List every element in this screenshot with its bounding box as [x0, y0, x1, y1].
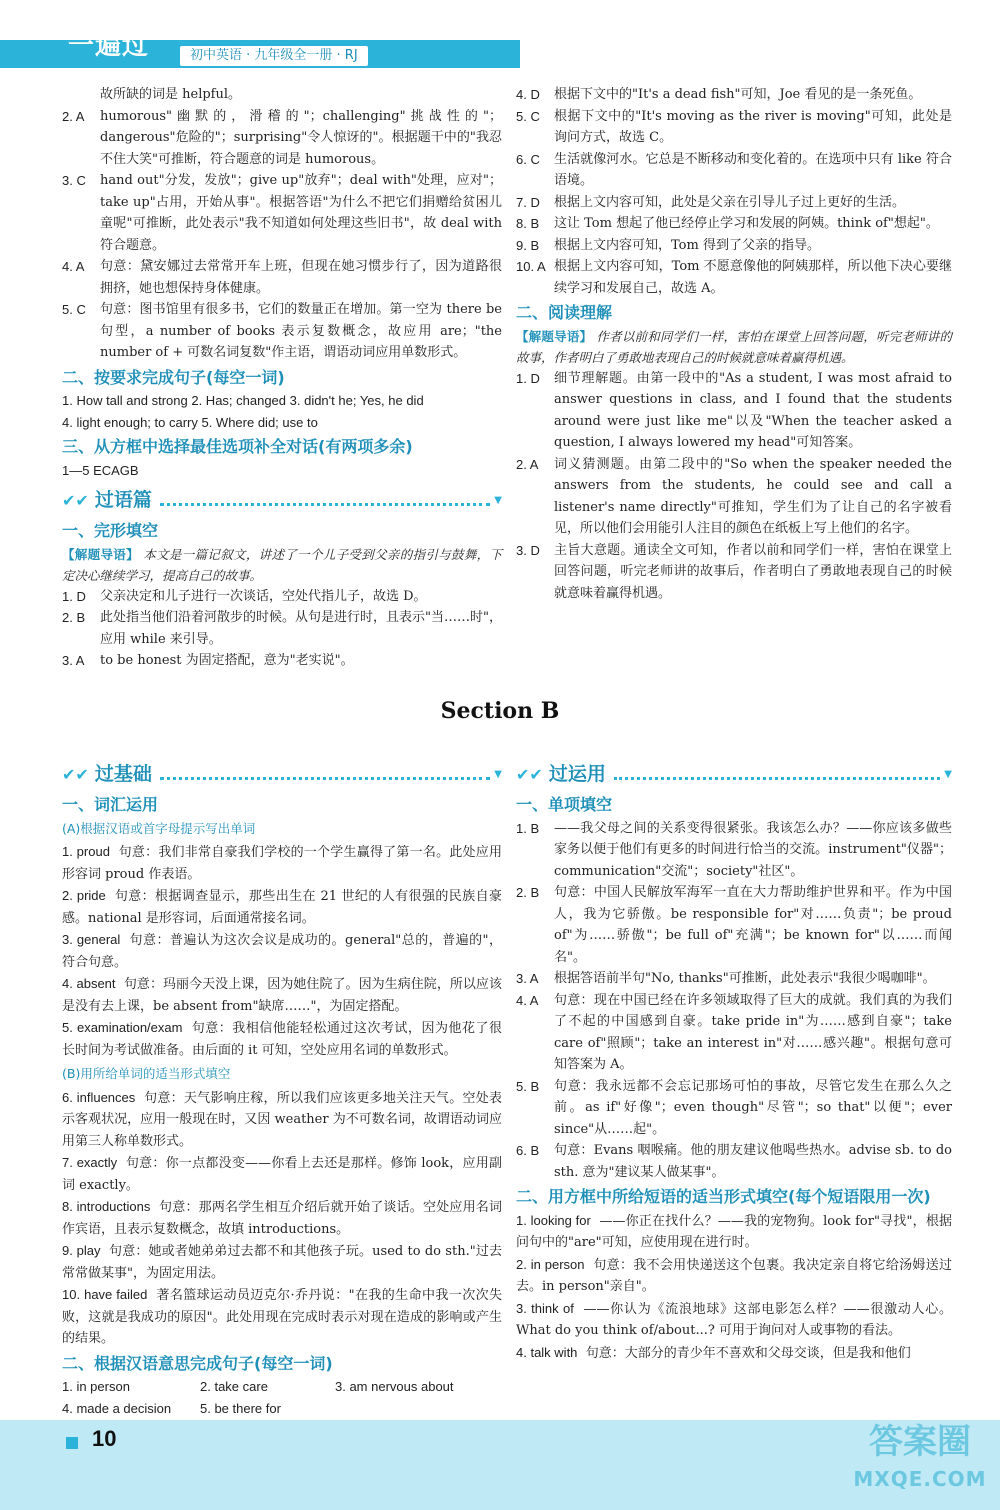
arrow-down-icon: ▼ — [494, 495, 502, 507]
answer-line: 1. How tall and strong 2. Has; changed 3. didn't he; Yes, he did — [62, 393, 424, 408]
answer-item — [516, 454, 952, 540]
watermark — [840, 1420, 1000, 1510]
answer-item — [516, 882, 952, 968]
answer-text: 根据上文内容可知，Tom 不愿意像他的阿姨那样，所以他下决心要继续学习和发展自己，故选 A。 — [554, 259, 952, 296]
answer-text: 句意：天气影响庄稼，所以我们应该更多地关注天气。空处表示客观状况，应用一般现在时，又因 weather 为不可数名词，故谓语动词应用第三人称单数形式。 — [62, 1090, 502, 1149]
band-title: 过语篇 — [94, 489, 152, 512]
answer-item — [516, 368, 952, 454]
guide-text: 本文是一篇记叙文，讲述了一个儿子受到父亲的指引与鼓舞，下定决心继续学习，提高自己的故事。 — [62, 546, 502, 583]
answer-phrase: 4. made a decision — [62, 1400, 172, 1416]
answer-word: 7. exactly — [62, 1155, 118, 1170]
section-heading: 二、根据汉语意思完成句子(每空一词) — [62, 1353, 333, 1373]
answer-text: 词义猜测题。由第二段中的"So when the speaker needed the answers from the students, he could see and call a listener's name directly"可推知，学生们为了让自己的名字被看见，所以他们会用能引人注目的颜色在纸板上写上他们的名字。 — [554, 456, 952, 536]
brand-logo: 一遍过 — [68, 31, 150, 61]
answer-item — [62, 1152, 502, 1196]
answer-item — [516, 818, 952, 883]
answer-number: 1. B — [516, 820, 540, 836]
page-header — [0, 0, 1000, 78]
answer-item — [62, 1087, 502, 1153]
answer-line: 4. light enough; to carry 5. Where did; use to — [62, 414, 318, 430]
answer-item — [516, 84, 952, 106]
answer-text: 句意：你一点都没变——你看上去还是那样。修饰 look，应用副词 exactly。 — [62, 1156, 502, 1193]
watermark-url: MXQE.COM — [853, 1467, 987, 1491]
answer-text: ——你认为《流浪地球》这部电影怎么样？——很激动人心。What do you think of/about...? 可用于询问对人或事物的看法。 — [516, 1301, 952, 1338]
answer-text: to be honest 为固定搭配，意为"老实说"。 — [100, 653, 354, 668]
answer-item — [516, 235, 952, 257]
answer-number: 2. B — [516, 885, 540, 900]
right-top-column — [516, 84, 952, 604]
section-heading: 二、阅读理解 — [516, 303, 613, 322]
answer-text: 句意：中国人民解放军海军一直在大力帮助维护世界和平。作为中国人，我为它骄傲。be responsible for"对……负责"；be proud of"为……骄傲"；be full of"充满"；be known for"以……而闻名"。 — [554, 885, 952, 965]
answer-text: 句意：现在中国已经在许多领域取得了巨大的成就。我们真的为我们了不起的中国感到自豪。take pride in"为……感到自豪"；take care of"照顾"；take an interest in"对……感兴趣"。根据句意可知答案为 A。 — [554, 992, 952, 1072]
answer-number: 9. B — [516, 237, 540, 253]
answer-line: 1—5 ECAGB — [62, 462, 139, 478]
answer-number: 3. A — [516, 971, 539, 986]
dotted-divider — [160, 770, 490, 780]
check-icon: ✔✔ — [62, 765, 89, 785]
answer-text: 句意：我们非常自豪我们学校的一个学生赢得了第一名。此处应用形容词 proud 作表语。 — [62, 845, 502, 882]
answer-text: 根据上文内容可知，此处是父亲在引导儿子过上更好的生活。 — [554, 194, 906, 210]
answer-item — [62, 1284, 502, 1350]
answer-text: 句意：我相信他能轻松通过这次考试，因为他花了很长时间为考试做准备。由后面的 it 可知，空处应用名词的单数形式。 — [62, 1021, 502, 1058]
guide-paragraph — [516, 326, 952, 368]
answer-phrase: 3. am nervous about — [335, 1379, 454, 1394]
answer-number: 2. B — [62, 610, 86, 625]
answer-text: 生活就像河水。它总是不断移动和变化着的。在选项中只有 like 符合语境。 — [554, 151, 952, 188]
answer-word: 8. introductions — [62, 1199, 151, 1214]
answer-item — [62, 1017, 502, 1061]
answer-item — [516, 1254, 952, 1298]
band-heading — [516, 759, 952, 791]
guide-text: 作者以前和同学们一样，害怕在课堂上回答问题，听完老师讲的故事，作者明白了勇敢地表现自己的时候就意味着赢得机遇。 — [516, 328, 952, 365]
book-tag: 初中英语 · 九年级全一册 · RJ — [178, 44, 370, 68]
guide-label: 【解题导语】 — [516, 328, 593, 344]
answer-number: 4. D — [516, 87, 540, 102]
answer-item — [516, 540, 952, 605]
answer-text: 句意：玛丽今天没上课，因为她住院了。因为生病住院，所以应该是没有去上课，be absent from"缺席……"，为固定搭配。 — [62, 977, 502, 1014]
answer-number: 10. A — [516, 259, 546, 274]
answer-item — [62, 256, 502, 299]
answer-number: 5. C — [62, 302, 86, 317]
answer-number: 3. A — [62, 653, 85, 668]
answer-text: 句意：大部分的青少年不喜欢和父母交谈，但是我和他们 — [585, 1345, 911, 1361]
answer-text: 句意：Evans 咽喉痛。他的朋友建议他喝些热水。advise sb. to do sth. 意为"建议某人做某事"。 — [554, 1143, 952, 1180]
answer-line — [62, 1398, 502, 1420]
answer-item — [62, 586, 502, 608]
left-bottom-column — [62, 755, 502, 1419]
answer-text: ——你正在找什么？——我的宠物狗。look for"寻找"，根据问句中的"are"可知，应使用现在进行时。 — [516, 1213, 952, 1250]
answer-phrase: 2. take care — [200, 1379, 268, 1394]
right-bottom-column — [516, 755, 952, 1364]
answer-item — [516, 256, 952, 299]
answer-number: 4. A — [516, 992, 539, 1008]
answer-text: 根据下文中的"It's moving as the river is moving"可知，此处是询问方式，故选 C。 — [554, 108, 952, 145]
check-icon: ✔✔ — [516, 765, 543, 785]
band-title: 过基础 — [94, 763, 152, 786]
answer-text: 主旨大意题。通读全文可知，作者以前和同学们一样，害怕在课堂上回答问题，听完老师讲的故事后，作者明白了勇敢地表现自己的时候就意味着赢得机遇。 — [554, 542, 952, 601]
section-heading: 三、从方框中选择最佳选项补全对话(有两项多余) — [62, 437, 413, 456]
answer-text: 句意：普遍认为这次会议是成功的。general"总的，普遍的"，符合句意。 — [62, 933, 502, 970]
answer-text: 根据答语前半句"No, thanks"可推断，此处表示"我很少喝咖啡"。 — [554, 971, 936, 986]
answer-text: 句意：她或者她弟弟过去都不和其他孩子玩。used to do sth."过去常常做某事"，为固定用法。 — [62, 1244, 502, 1281]
answer-text: 句意：黛安娜过去常常开车上班，但现在她习惯步行了，因为道路很拥挤，她也想保持身体健康。 — [100, 259, 502, 296]
watermark-text: 答案圈 — [869, 1422, 971, 1462]
answer-text: ——我父母之间的关系变得很紧张。我该怎么办？——你应该多做些家务以便于他们有更多的时间进行恰当的交流。instrument"仪器"；communication"交流"；society"社区"。 — [554, 820, 952, 879]
answer-text: 句意：我永远都不会忘记那场可怕的事故，尽管它发生在那么久之前。as if"好像"；even though"尽管"；so that"以便"；ever since"从……起"。 — [554, 1078, 952, 1137]
answer-number: 8. B — [516, 216, 540, 231]
answer-text: 根据上文内容可知，Tom 得到了父亲的指导。 — [554, 237, 820, 253]
answer-word: 4. talk with — [516, 1344, 578, 1360]
answer-item — [62, 885, 502, 929]
answer-item — [516, 213, 952, 235]
arrow-down-icon: ▼ — [494, 769, 502, 781]
answer-word: 3. think of — [516, 1300, 574, 1316]
answer-item — [516, 1342, 952, 1365]
answer-item — [62, 650, 502, 672]
sub-heading: (A)根据汉语或首字母提示写出单词 — [62, 820, 256, 836]
answer-number: 7. D — [516, 194, 540, 210]
band-title: 过运用 — [548, 763, 606, 786]
check-icon: ✔✔ — [62, 491, 89, 511]
answer-item — [62, 929, 502, 973]
answer-item — [516, 990, 952, 1076]
answer-text: 细节理解题。由第一段中的"As a student, I was most afraid to answer questions in class, and I found that the students around were just like me"以及"When the teacher asked a question, I always lowered my head"可知答案。 — [554, 370, 952, 450]
guide-paragraph — [62, 544, 502, 586]
answer-text: hand out"分发，发放"；give up"放弃"；deal with"处理，应对"；take up"占用，开始从事"。根据答语"为什么不把它们捐赠给贫困儿童呢"可推断，此处表示"我不知道如何处理这些旧书"，故 deal with 符合题意。 — [100, 173, 502, 253]
section-heading: 二、用方框中所给短语的适当形式填空(每个短语限用一次) — [516, 1187, 931, 1206]
answer-number: 5. C — [516, 108, 540, 124]
answer-item — [62, 170, 502, 256]
answer-item — [62, 973, 502, 1017]
answer-item — [62, 299, 502, 364]
answer-word: 9. play — [62, 1243, 101, 1258]
answer-number: 2. A — [516, 456, 539, 472]
answer-text: 句意：根据调查显示，那些出生在 21 世纪的人有很强的民族自豪感。national 是形容词，后面通常接名词。 — [62, 889, 502, 926]
answer-number: 5. B — [516, 1078, 540, 1094]
answer-number: 6. B — [516, 1143, 540, 1158]
answer-number: 1. D — [516, 370, 540, 386]
answer-phrase: 1. in person — [62, 1379, 130, 1394]
page-number: 10 — [92, 1426, 117, 1451]
answer-text: 此处指当他们沿着河散步的时候。从句是进行时，且表示"当……时"，应用 while 来引导。 — [100, 610, 502, 647]
answer-item — [516, 968, 952, 990]
answer-line — [62, 1376, 502, 1398]
answer-item — [516, 1140, 952, 1183]
answer-number: 6. C — [516, 151, 540, 167]
answer-text: 这让 Tom 想起了他已经停止学习和发展的阿姨。think of"想起"。 — [554, 216, 939, 231]
answer-text: 根据下文中的"It's a dead fish"可知，Joe 看见的是一条死鱼。 — [554, 87, 922, 102]
guide-label: 【解题导语】 — [62, 546, 139, 562]
answer-text: 句意：图书馆里有很多书，它们的数量正在增加。第一空为 there be 句型，a number of books 表示复数概念，故应用 are；"the number of + 可数名词复数"作主语，谓语动词应用单数形式。 — [100, 302, 502, 360]
answer-item — [516, 192, 952, 214]
answer-item — [516, 1298, 952, 1342]
answer-text: 句意：那两名学生相互介绍后就开始了谈话。空处应用名词作宾语，且表示复数概念，故填 introductions。 — [62, 1200, 502, 1237]
answer-item — [516, 1076, 952, 1141]
answer-number: 4. A — [62, 259, 85, 274]
answer-item — [62, 607, 502, 650]
answer-number: 2. A — [62, 108, 85, 124]
answer-word: 6. influences — [62, 1089, 136, 1105]
answer-word: 1. looking for — [516, 1212, 591, 1228]
answer-word: 1. proud — [62, 844, 110, 859]
dotted-divider — [160, 496, 490, 506]
answer-number: 3. D — [516, 542, 540, 558]
left-top-column — [62, 84, 502, 672]
page-marker-icon — [66, 1437, 78, 1449]
answer-text: 著名篮球运动员迈克尔·乔丹说："在我的生命中我一次次失败，这就是我成功的原因"。此处用现在完成时表示对现在造成的影响或产生的结果。 — [62, 1288, 502, 1346]
arrow-down-icon: ▼ — [944, 769, 952, 781]
answer-phrase: 5. be there for — [200, 1400, 281, 1416]
answer-text: humorous"幽默的，滑稽的"；challenging"挑战性的"；dangerous"危险的"；surprising"令人惊讶的"。根据题干中的"我忍不住大笑"可推断，符合题意的词是 humorous。 — [100, 108, 502, 167]
answer-word: 10. have failed — [62, 1287, 148, 1302]
dotted-divider — [614, 770, 940, 780]
answer-word: 2. pride — [62, 888, 106, 903]
section-title: Section B — [440, 698, 560, 724]
answer-item — [516, 106, 952, 149]
band-heading — [62, 759, 502, 791]
answer-item — [62, 106, 502, 171]
answer-continuation: 故所缺的词是 helpful。 — [100, 87, 242, 102]
answer-word: 4. absent — [62, 976, 116, 991]
answer-item — [516, 149, 952, 192]
answer-number: 3. C — [62, 173, 86, 188]
section-heading: 一、完形填空 — [62, 521, 159, 540]
answer-word: 5. examination/exam — [62, 1020, 183, 1035]
section-heading: 一、单项填空 — [516, 795, 613, 814]
section-heading: 二、按要求完成句子(每空一词) — [62, 367, 285, 387]
answer-item — [62, 1240, 502, 1284]
sub-heading: (B)用所给单词的适当形式填空 — [62, 1066, 231, 1081]
answer-word: 2. in person — [516, 1256, 585, 1272]
answer-text: 父亲决定和儿子进行一次谈话，空处代指儿子，故选 D。 — [100, 588, 427, 604]
answer-item — [516, 1210, 952, 1254]
band-heading — [62, 485, 502, 517]
section-heading: 一、词汇运用 — [62, 795, 159, 814]
answer-item — [62, 1196, 502, 1240]
answer-number: 1. D — [62, 588, 86, 604]
answer-text: 句意：我不会用快递送这个包裹。我决定亲自将它给汤姆送过去。in person"亲自"。 — [516, 1257, 953, 1294]
answer-item — [62, 841, 502, 885]
answer-word: 3. general — [62, 932, 121, 947]
